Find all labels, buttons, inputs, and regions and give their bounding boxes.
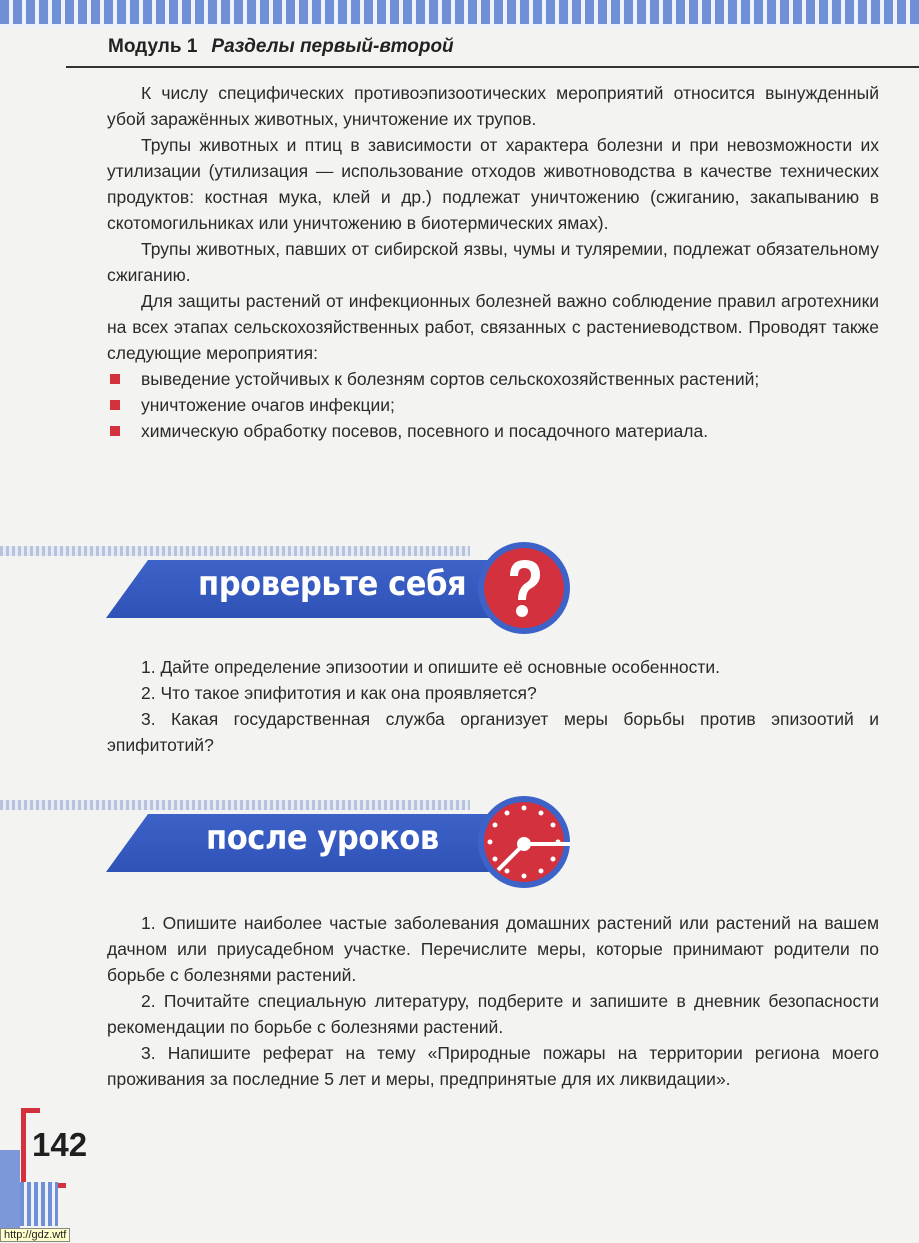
module-title: Разделы первый-второй (211, 36, 454, 57)
main-text (107, 80, 879, 444)
check-yourself-banner (0, 538, 919, 648)
after-lessons-title: после уроков (206, 818, 439, 858)
list-item-text: выведение устойчивых к болезням сортов сельскохозяйственных растений; (141, 369, 760, 389)
after-lessons-tasks (107, 910, 879, 1092)
check-yourself-questions (107, 654, 879, 758)
module-label: Модуль 1 (108, 36, 198, 57)
header-rule (66, 66, 919, 68)
top-decorative-stripe (0, 0, 919, 28)
question: 3. Какая государственная служба организует меры борьбы против эпизоотий и эпифитотий? (107, 709, 879, 755)
clock-icon (474, 792, 574, 892)
after-lessons-banner (0, 792, 919, 902)
list-item (107, 366, 879, 392)
question: 2. Что такое эпифитотия и как она проявляется? (141, 683, 537, 703)
bottom-decorative-stripe (20, 1182, 58, 1226)
paragraph: Трупы животных и птиц в зависимости от характера болезни и при невозможности их утилизации (утилизация — использование отходов животноводства в качестве технических продуктов: костная мука, клей и др.) подлежат уничтожению (сжиганию, закапыванию в скотомогильниках или уничтожению в биотермических ямах). (107, 135, 879, 233)
list-item-text: уничтожение очагов инфекции; (141, 395, 395, 415)
question-mark-icon (474, 538, 574, 638)
list-item-text: химическую обработку посевов, посевного и посадочного материала. (141, 421, 709, 441)
measures-list (107, 366, 879, 444)
question: 1. Дайте определение эпизоотии и опишите её основные особенности. (141, 657, 721, 677)
banner-pattern (0, 800, 470, 810)
paragraph: Для защиты растений от инфекционных болезней важно соблюдение правил агротехники на всех этапах сельскохозяйственных работ, связанных с растениеводством. Проводят также следующие мероприятия: (107, 291, 879, 363)
list-item (107, 392, 879, 418)
bullet-square-icon (110, 374, 120, 384)
left-decorative-strip (0, 1150, 20, 1230)
page-header (108, 36, 454, 58)
bullet-square-icon (110, 400, 120, 410)
task: 3. Напишите реферат на тему «Природные пожары на территории региона моего проживания за последние 5 лет и меры, предпринятые для их ликвидации». (107, 1043, 879, 1089)
paragraph: К числу специфических противоэпизоотических мероприятий относится вынужденный убой заражённых животных, уничтожение их трупов. (107, 83, 879, 129)
banner-pattern (0, 546, 470, 556)
bullet-square-icon (110, 426, 120, 436)
page-number: 142 (32, 1126, 88, 1163)
paragraph: Трупы животных, павших от сибирской язвы, чумы и туляремии, подлежат обязательному сжиганию. (107, 239, 879, 285)
task: 2. Почитайте специальную литературу, подберите и запишите в дневник безопасности рекомендации по борьбе с болезнями растений. (107, 991, 879, 1037)
list-item (107, 418, 879, 444)
task: 1. Опишите наиболее частые заболевания домашних растений или растений на вашем дачном или приусадебном участке. Перечислите меры, которые принимают родители по борьбе с болезнями растений. (107, 913, 879, 985)
check-yourself-title: проверьте себя (198, 564, 467, 604)
watermark-link[interactable]: http://gdz.wtf (0, 1228, 70, 1242)
